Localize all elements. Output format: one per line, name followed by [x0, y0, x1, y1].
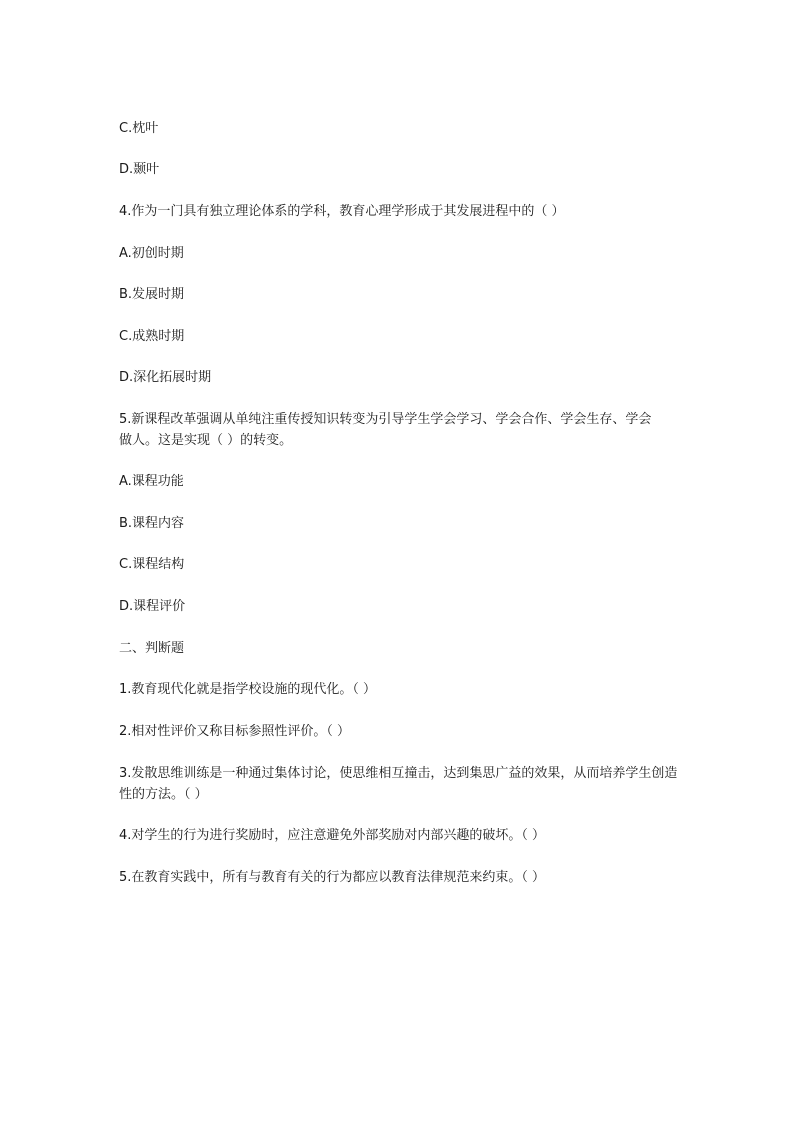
question-5-option-c: C.课程结构	[119, 557, 185, 572]
question-5-option-b: B.课程内容	[119, 516, 185, 531]
question-4-option-a: A.初创时期	[119, 246, 184, 261]
question-4-option-b: B.发展时期	[119, 287, 185, 302]
question-4-option-c: C.成熟时期	[119, 329, 185, 344]
judgment-question-4: 4.对学生的行为进行奖励时，应注意避免外部奖励对内部兴趣的破坏。（ ）	[119, 828, 546, 843]
question-5-option-a: A.课程功能	[119, 474, 184, 489]
question-4: 4.作为一门具有独立理论体系的学科，教育心理学形成于其发展进程中的（ ）	[119, 204, 565, 219]
question-5: 5.新课程改革强调从单纯注重传授知识转变为引导学生学会学习、学会合作、学会生存、学会做人。这是实现（ ）的转变。	[119, 412, 652, 448]
question-4-option-d: D.深化拓展时期	[119, 370, 212, 385]
option-c-occipital: C.枕叶	[119, 121, 159, 136]
judgment-question-5: 5.在教育实践中，所有与教育有关的行为都应以教育法律规范来约束。（ ）	[119, 870, 546, 885]
judgment-question-1: 1.教育现代化就是指学校设施的现代化。（ ）	[119, 682, 377, 697]
option-d-temporal: D.颞叶	[119, 162, 160, 177]
judgment-question-3: 3.发散思维训练是一种通过集体讨论，使思维相互撞击，达到集思广益的效果，从而培养学生创造性的方法。（ ）	[119, 766, 678, 802]
section-heading-true-false: 二、判断题	[119, 641, 185, 656]
judgment-question-2: 2.相对性评价又称目标参照性评价。（ ）	[119, 724, 351, 739]
question-5-option-d: D.课程评价	[119, 599, 186, 614]
